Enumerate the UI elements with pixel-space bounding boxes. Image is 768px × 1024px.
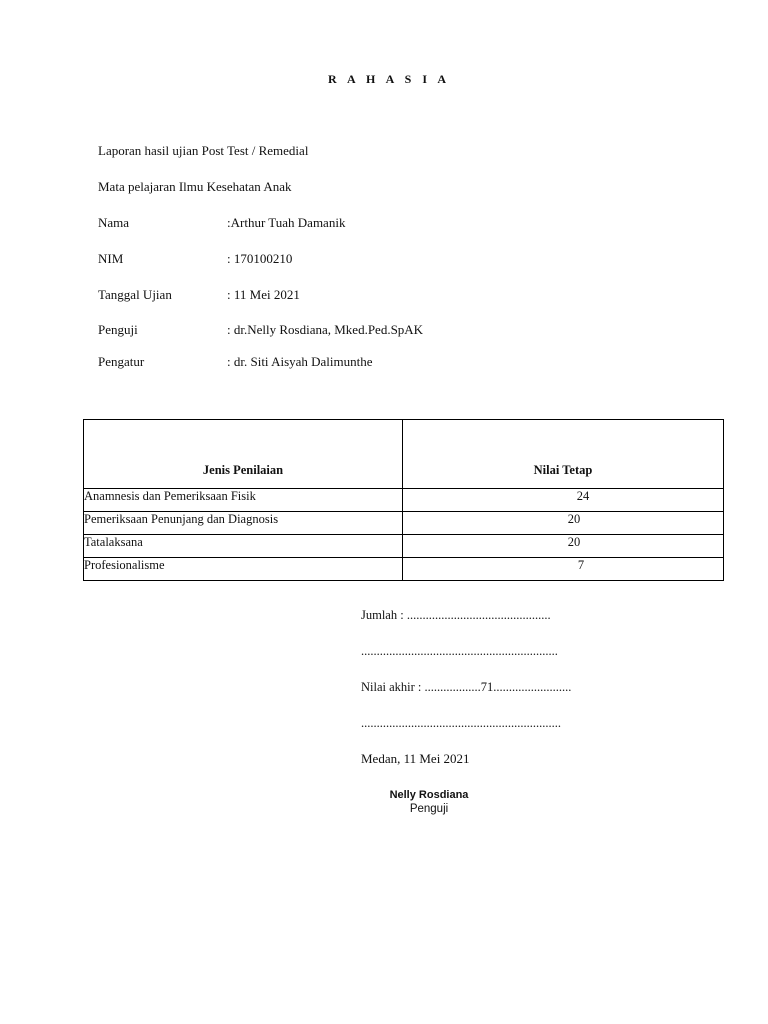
row-score: 7 (403, 558, 724, 581)
jumlah-line: Jumlah : .............................................. (361, 608, 551, 622)
field-label-nama: Nama (98, 215, 130, 230)
field-label-penguji: Penguji (98, 322, 138, 337)
signatory-name: Nelly Rosdiana (389, 789, 469, 801)
field-value-tanggal: : 11 Mei 2021 (227, 287, 300, 302)
row-item: Tatalaksana (84, 535, 403, 558)
row-item: Profesionalisme (84, 558, 403, 581)
document-title: R A H A S I A (327, 72, 451, 86)
dotted-line-2: ................................................................ (361, 716, 561, 730)
field-value-pengatur: : dr. Siti Aisyah Dalimunthe (227, 354, 373, 369)
field-label-tanggal: Tanggal Ujian (98, 287, 172, 302)
row-score: 24 (403, 489, 724, 512)
field-value-nama: :Arthur Tuah Damanik (227, 215, 346, 230)
row-item: Anamnesis dan Pemeriksaan Fisik (84, 489, 403, 512)
table-row (84, 512, 724, 535)
header-nilai-tetap: Nilai Tetap (403, 420, 724, 489)
field-label-nim: NIM (98, 251, 124, 266)
dotted-line-1: ............................................................... (361, 644, 558, 658)
place-date: Medan, 11 Mei 2021 (361, 751, 470, 766)
field-value-penguji: : dr.Nelly Rosdiana, Mked.Ped.SpAK (227, 322, 424, 337)
report-type-line: Laporan hasil ujian Post Test / Remedial (98, 143, 309, 158)
signatory-role: Penguji (409, 803, 449, 815)
row-item: Pemeriksaan Penunjang dan Diagnosis (84, 512, 403, 535)
header-jenis-penilaian: Jenis Penilaian (84, 420, 403, 489)
subject-line: Mata pelajaran Ilmu Kesehatan Anak (98, 179, 292, 194)
table-header-row (84, 420, 724, 489)
field-label-pengatur: Pengatur (98, 354, 145, 369)
score-table (83, 419, 724, 581)
nilai-akhir-line: Nilai akhir : ..................71......................... (361, 680, 572, 694)
row-score: 20 (403, 535, 724, 558)
table-row (84, 489, 724, 512)
row-score: 20 (403, 512, 724, 535)
field-value-nim: : 170100210 (227, 251, 293, 266)
table-row (84, 535, 724, 558)
table-row (84, 558, 724, 581)
